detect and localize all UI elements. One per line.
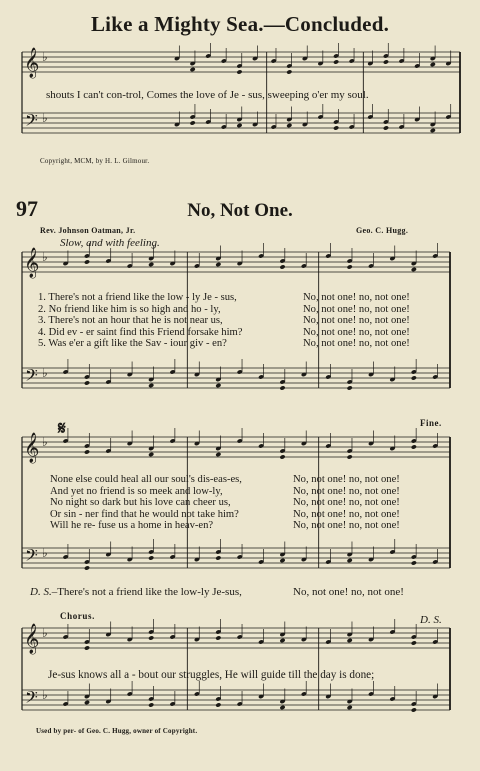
section2-lines bbox=[50, 474, 242, 532]
note-head bbox=[279, 558, 285, 563]
note-head bbox=[411, 640, 417, 645]
note-head bbox=[430, 128, 436, 133]
treble-clef: 𝄞 bbox=[24, 433, 40, 463]
note-head bbox=[215, 452, 221, 457]
note-head bbox=[215, 635, 221, 640]
refrain-line: No, not one! no, not one! bbox=[293, 474, 400, 485]
refrain-lines bbox=[303, 292, 410, 350]
verse-line: 4. Did ev - er saint find this Friend forsake him? bbox=[38, 326, 243, 338]
verse-line: Will he re- fuse us a home in heav-en? bbox=[50, 520, 214, 532]
note-head bbox=[84, 565, 90, 570]
note-head bbox=[148, 383, 154, 388]
chorus-label: Chorus. bbox=[60, 611, 95, 621]
note-head bbox=[148, 452, 154, 457]
flat-sign: ♭ bbox=[42, 546, 48, 560]
note-head bbox=[430, 62, 436, 67]
hymn-number: 97 bbox=[16, 196, 38, 221]
bass-clef: 𝄢 bbox=[25, 365, 38, 389]
verse-line: 2. No friend like him is so high and ho - ly, bbox=[38, 303, 221, 315]
ds-mark: D. S. bbox=[420, 614, 442, 626]
section2-refrains bbox=[293, 474, 400, 532]
composer-credit: Geo. C. Hugg. bbox=[356, 226, 409, 235]
ds-line bbox=[30, 586, 242, 598]
copyright-notice: Copyright, MCM, by H. L. Gilmour. bbox=[40, 157, 150, 165]
refrain-line: No, not one! no, not one! bbox=[293, 508, 400, 520]
note-head bbox=[190, 120, 196, 125]
note-head bbox=[148, 702, 154, 707]
flat-sign: ♭ bbox=[42, 111, 48, 125]
refrain-line: No, not one! no, not one! bbox=[293, 520, 400, 532]
chorus-lyric: Je-sus knows all a - bout our struggles, He will guide till the day is done; bbox=[48, 669, 375, 681]
note-head bbox=[279, 638, 285, 643]
verse-line: And yet no friend is so meek and low-ly, bbox=[50, 485, 223, 497]
verse-lines bbox=[38, 292, 242, 350]
flat-sign: ♭ bbox=[42, 435, 48, 449]
note-head bbox=[84, 700, 90, 705]
treble-clef: 𝄞 bbox=[24, 248, 40, 278]
note-head bbox=[84, 645, 90, 650]
flat-sign: ♭ bbox=[42, 688, 48, 702]
note-head bbox=[279, 705, 285, 710]
flat-sign: ♭ bbox=[42, 250, 48, 264]
refrain-line: No, not one! no, not one! bbox=[293, 497, 400, 509]
note-head bbox=[148, 262, 154, 267]
note-head bbox=[286, 69, 292, 74]
footer-credit: Used by per- of Geo. C. Hugg, owner of Copyright. bbox=[36, 727, 198, 735]
note-head bbox=[279, 385, 285, 390]
bass-clef: 𝄢 bbox=[25, 110, 38, 134]
note-head bbox=[411, 444, 417, 449]
note-head bbox=[236, 69, 242, 74]
note-head bbox=[411, 560, 417, 565]
lyric-line: shouts I can't con-trol, Comes the love of Je - sus, sweeping o'er my soul. bbox=[46, 89, 369, 101]
note-head bbox=[215, 383, 221, 388]
note-head bbox=[84, 380, 90, 385]
note-head bbox=[383, 125, 389, 130]
refrain-line: No, not one! no, not one! bbox=[303, 326, 410, 338]
note-head bbox=[148, 635, 154, 640]
page-title: Like a Mighty Sea.—Concluded. bbox=[90, 12, 390, 36]
note-head bbox=[148, 555, 154, 560]
note-head bbox=[347, 705, 353, 710]
fine-mark: Fine. bbox=[420, 418, 442, 428]
note-head bbox=[279, 264, 285, 269]
refrain-line: No, not one! no, not one! bbox=[303, 338, 410, 350]
note-head bbox=[347, 385, 353, 390]
note-head bbox=[236, 123, 242, 128]
segno-mark: 𝄋 bbox=[58, 418, 66, 438]
flat-sign: ♭ bbox=[42, 626, 48, 640]
refrain-line: No, not one! no, not one! bbox=[303, 303, 410, 315]
note-head bbox=[215, 262, 221, 267]
ds-label: D. S. bbox=[30, 586, 52, 598]
flat-sign: ♭ bbox=[42, 50, 48, 64]
note-head bbox=[84, 259, 90, 264]
note-head bbox=[279, 454, 285, 459]
note-head bbox=[84, 449, 90, 454]
note-head bbox=[347, 638, 353, 643]
note-head bbox=[333, 125, 339, 130]
note-head bbox=[411, 707, 417, 712]
note-head bbox=[215, 555, 221, 560]
flat-sign: ♭ bbox=[42, 366, 48, 380]
bass-clef: 𝄢 bbox=[25, 687, 38, 711]
ds-refrain: No, not one! no, not one! bbox=[293, 586, 404, 598]
note-head bbox=[347, 558, 353, 563]
verse-line: 5. Was e'er a gift like the Sav - iour giv - en? bbox=[38, 338, 227, 350]
treble-clef: 𝄞 bbox=[24, 48, 40, 78]
tempo-marking: Slow, and with feeling. bbox=[60, 237, 160, 249]
note-head bbox=[190, 67, 196, 72]
verse-line: Or sin - ner find that he would not take him? bbox=[50, 508, 239, 520]
hymn-title: No, Not One. bbox=[187, 200, 293, 221]
verse-line: 3. There's not an hour that he is not near us, bbox=[38, 315, 223, 327]
refrain-line: No, not one! no, not one! bbox=[293, 485, 400, 497]
verse-line: No night so dark but his love can cheer us, bbox=[50, 497, 231, 509]
note-head bbox=[347, 454, 353, 459]
refrain-line: No, not one! no, not one! bbox=[303, 292, 410, 303]
bass-clef: 𝄢 bbox=[25, 545, 38, 569]
verse-line: None else could heal all our soul's dis-eas-es, bbox=[50, 474, 242, 485]
treble-clef: 𝄞 bbox=[24, 624, 40, 654]
note-head bbox=[347, 264, 353, 269]
note-head bbox=[286, 123, 292, 128]
note-head bbox=[411, 267, 417, 272]
note-head bbox=[411, 375, 417, 380]
note-head bbox=[383, 59, 389, 64]
note-head bbox=[333, 59, 339, 64]
verse-line: 1. There's not a friend like the low - ly Je - sus, bbox=[38, 292, 237, 303]
refrain-line: No, not one! no, not one! bbox=[303, 315, 410, 327]
author-credit: Rev. Johnson Oatman, Jr. bbox=[40, 226, 136, 235]
ds-text: –There's not a friend like the low-ly Je-sus, bbox=[51, 586, 242, 598]
note-head bbox=[215, 702, 221, 707]
